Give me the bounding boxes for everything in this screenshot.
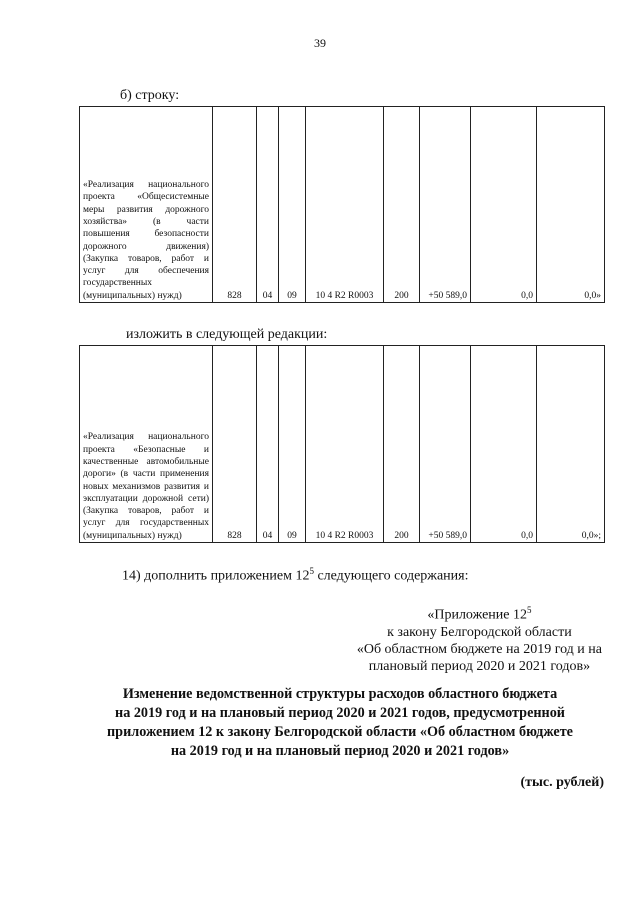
table-row: [80, 346, 605, 543]
sum-2020-cell: 0,0: [471, 346, 537, 543]
section-cell: 04: [257, 346, 279, 543]
units-label: (тыс. рублей): [520, 775, 604, 790]
title-line-2: на 2019 год и на плановый период 2020 и 2021 годов, предусмотренной: [115, 705, 565, 721]
section-cell: 04: [257, 107, 279, 303]
item-14-text: [122, 566, 469, 585]
document-title: [50, 685, 630, 761]
ministry-code-cell: 828: [213, 346, 257, 543]
subsection-cell: 09: [279, 346, 306, 543]
item-14-suffix: следующего содержания:: [313, 568, 469, 584]
appendix-line-3: «Об областном бюджете на 2019 год и на: [356, 641, 602, 657]
title-line-4: на 2019 год и на плановый период 2020 и 2021 годов»: [170, 743, 510, 759]
appendix-line-1: [357, 602, 602, 624]
sum-2019-cell: +50 589,0: [420, 107, 471, 303]
expense-type-cell: 200: [384, 346, 420, 543]
target-article-cell: 10 4 R2 R0003: [306, 346, 384, 543]
appendix-superscript: 5: [526, 605, 532, 615]
item-14-superscript: 5: [309, 566, 314, 576]
appendix-line-4: плановый период 2020 и 2021 годов»: [368, 658, 591, 674]
sum-2020-cell: 0,0: [471, 107, 537, 303]
title-line-3: приложением 12 к закону Белгородской области «Об областном бюджете: [107, 724, 573, 740]
budget-table-original-row: [79, 106, 605, 303]
table-row: [80, 107, 605, 303]
sum-2021-cell: 0,0»;: [537, 346, 605, 543]
sum-2019-cell: +50 589,0: [420, 346, 471, 543]
appendix-header: [357, 602, 602, 675]
sum-2021-cell: 0,0»: [537, 107, 605, 303]
expense-name-cell: «Реализация национального проекта «Безопасные и качественные автомобильные дороги» (в части применения новых механизмов развития и эксплуатации дорожной сети) (Закупка товаров, работ и услуг для государственных (муниципальных) нужд): [80, 346, 213, 543]
appendix-line-2: к закону Белгородской области: [387, 624, 572, 640]
target-article-cell: 10 4 R2 R0003: [306, 107, 384, 303]
edit-intro-text: изложить в следующей редакции:: [126, 327, 328, 342]
expense-type-cell: 200: [384, 107, 420, 303]
expense-name-cell: «Реализация национального проекта «Общесистемные меры развития дорожного хозяйства» (в части повышения безопасности дорожного движения) (Закупка товаров, работ и услуг для обеспечения государственных (муниципальных) нужд): [80, 107, 213, 303]
ministry-code-cell: 828: [213, 107, 257, 303]
title-line-1: Изменение ведомственной структуры расходов областного бюджета: [122, 686, 558, 702]
appendix-number: «Приложение 12: [427, 607, 527, 623]
intro-b-text: б) строку:: [120, 88, 180, 103]
subsection-cell: 09: [279, 107, 306, 303]
item-14-prefix: 14) дополнить приложением 12: [122, 568, 310, 584]
page-number: 39: [314, 36, 326, 50]
budget-table-new-row: [79, 345, 605, 543]
